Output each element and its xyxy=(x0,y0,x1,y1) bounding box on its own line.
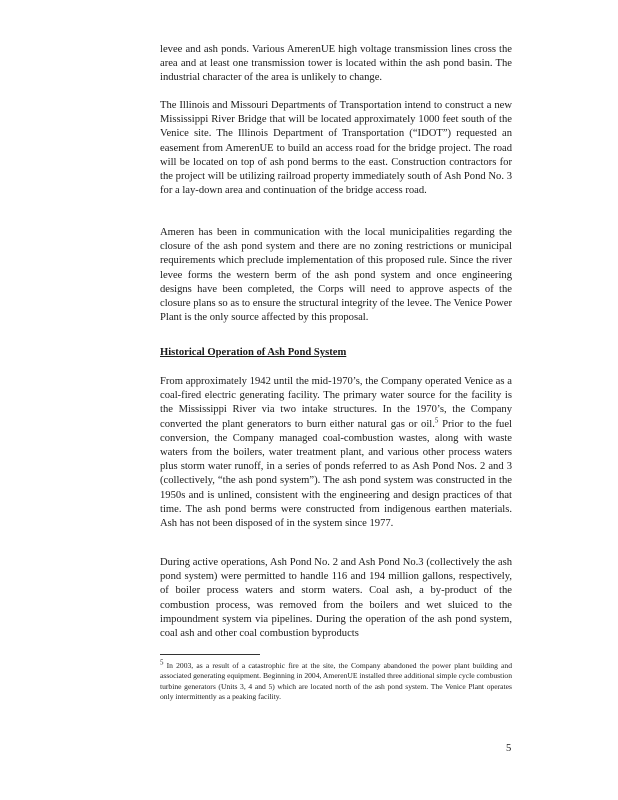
paragraph-history xyxy=(160,375,512,531)
section-heading: Historical Operation of Ash Pond System xyxy=(160,347,347,358)
footnote-divider xyxy=(160,654,260,655)
paragraph-operations: During active operations, Ash Pond No. 2 and Ash Pond No.3 (collectively the ash pond system) were permitted to handle 116 and 194 million gallons, respectively, of boiler process waters and storm waters. Coal ash, a by-product of the combustion process, was removed from the boilers and wet sluiced to the impoundment system via pipelines. During the operation of the ash pond system, coal ash and other coal combustion byproducts xyxy=(160,557,512,640)
paragraph-bridge: The Illinois and Missouri Departments of Transportation intend to construct a new Mississippi River Bridge that will be located approximately 1000 feet south of the Venice site. The Illinois Department of Transportation (“IDOT”) requested an easement from AmerenUE to build an access road for the bridge project. The road will be located on top of ash pond berms to the east. Construction contractors for the project will be utilizing railroad property immediately south of Ash Pond No. 3 for a lay-down area and continuation of the bridge access road. xyxy=(160,100,512,197)
paragraph-levee: levee and ash ponds. Various AmerenUE high voltage transmission lines cross the area and at least one transmission tower is located within the ash pond basin. The industrial character of the area is unlikely to change. xyxy=(160,44,512,84)
history-text-part-1: From approximately 1942 until the mid-1970’s, the Company operated Venice as a coal-fired electric generating facility. The primary water source for the facility is the Mississippi River via two intake structures. In the 1970’s, the Company converted the plant generators to burn either natural gas or oil. xyxy=(160,376,512,430)
footnote-text: In 2003, as a result of a catastrophic fire at the site, the Company abandoned the power plant building and associated generating equipment. Beginning in 2004, AmerenUE installed three additional simple cycle combustion turbine generators (Units 3, 4 and 5) which are located north of the ash pond system. The Venice Plant operates only intermittently as a peaking facility. xyxy=(160,661,512,702)
page-number: 5 xyxy=(506,743,512,754)
footnote-reference: 5 xyxy=(434,416,439,425)
history-text-part-2: Prior to the fuel conversion, the Company managed coal-combustion wastes, along with waste waters from the boilers, water treatment plant, and various other process waters plus storm water runoff, in a series of ponds referred to as Ash Pond Nos. 2 and 3 (collectively, “the ash pond system”). The ash pond system was constructed in the 1950s and is unlined, consistent with the engineering and design practices of that time. The ash pond berms were constructed from indigenous earthen materials. Ash has not been disposed of in the system since 1977. xyxy=(160,418,512,530)
footnote xyxy=(160,658,512,703)
footnote-number: 5 xyxy=(160,658,164,667)
paragraph-municipalities: Ameren has been in communication with the local municipalities regarding the closure of the ash pond system and there are no zoning restrictions or municipal requirements which preclude implementation of this proposed rule. Since the river levee forms the western berm of the ash pond system and once engineering designs have been completed, the Corps will need to approve aspects of the closure plans so as to ensure the structural integrity of the levee. The Venice Power Plant is the only source affected by this proposal. xyxy=(160,227,512,324)
